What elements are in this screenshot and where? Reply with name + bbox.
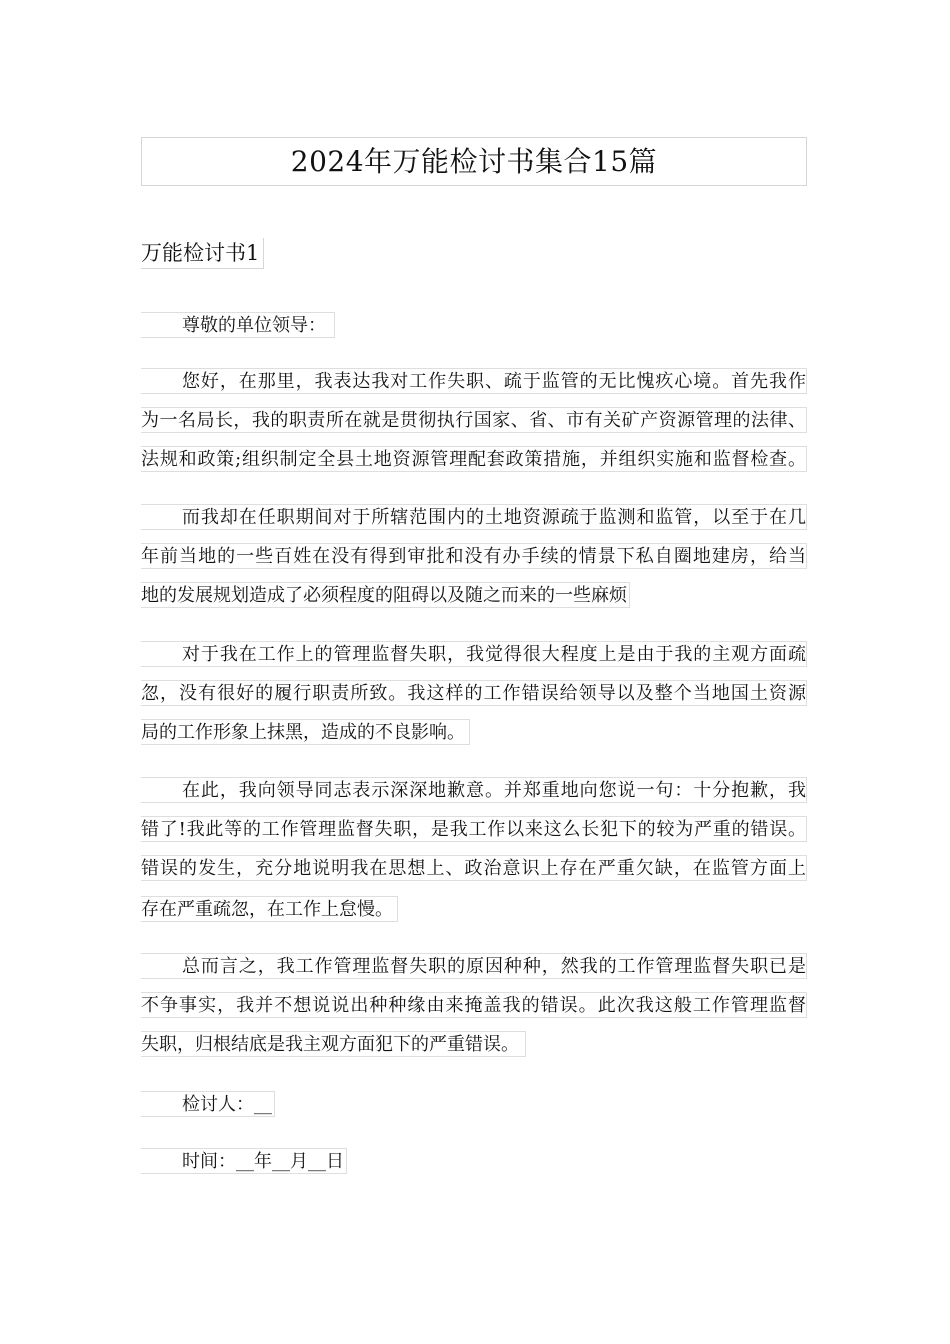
paragraph-3-line-3: 局的工作形象上抹黑，造成的不良影响。 bbox=[141, 719, 470, 745]
signature-line: 检讨人：__ bbox=[141, 1091, 275, 1117]
paragraph-1-line-3: 法规和政策;组织制定全县土地资源管理配套政策措施，并组织实施和监督检查。 bbox=[141, 446, 807, 472]
paragraph-2-line-2: 年前当地的一些百姓在没有得到审批和没有办手续的情景下私自圈地建房，给当 bbox=[141, 543, 807, 569]
paragraph-1-line-1: 您好，在那里，我表达我对工作失职、疏于监管的无比愧疚心境。首先我作 bbox=[141, 368, 807, 394]
paragraph-5-line-2: 不争事实，我并不想说说出种种缘由来掩盖我的错误。此次我这般工作管理监督 bbox=[141, 992, 807, 1018]
paragraph-5-line-1: 总而言之，我工作管理监督失职的原因种种，然我的工作管理监督失职已是 bbox=[141, 953, 807, 979]
paragraph-4-line-1: 在此，我向领导同志表示深深地歉意。并郑重地向您说一句：十分抱歉，我 bbox=[141, 777, 807, 803]
section-heading: 万能检讨书1 bbox=[141, 238, 264, 269]
paragraph-2-line-3: 地的发展规划造成了必须程度的阻碍以及随之而来的一些麻烦 bbox=[141, 582, 630, 608]
paragraph-3-line-1: 对于我在工作上的管理监督失职，我觉得很大程度上是由于我的主观方面疏 bbox=[141, 641, 807, 667]
document-title: 2024年万能检讨书集合15篇 bbox=[141, 137, 807, 186]
paragraph-2-line-1: 而我却在任职期间对于所辖范围内的土地资源疏于监测和监管，以至于在几 bbox=[141, 504, 807, 530]
paragraph-4-line-2: 错了!我此等的工作管理监督失职，是我工作以来这么长犯下的较为严重的错误。 bbox=[141, 816, 807, 842]
salutation: 尊敬的单位领导： bbox=[141, 312, 335, 338]
paragraph-5-line-3: 失职，归根结底是我主观方面犯下的严重错误。 bbox=[141, 1031, 526, 1057]
paragraph-1-line-2: 为一名局长，我的职责所在就是贯彻执行国家、省、市有关矿产资源管理的法律、 bbox=[141, 407, 807, 433]
paragraph-4-line-3: 错误的发生，充分地说明我在思想上、政治意识上存在严重欠缺，在监管方面上 bbox=[141, 855, 807, 881]
date-line: 时间：__年__月__日 bbox=[141, 1148, 347, 1174]
paragraph-3-line-2: 忽，没有很好的履行职责所致。我这样的工作错误给领导以及整个当地国土资源 bbox=[141, 680, 807, 706]
paragraph-4-line-4: 存在严重疏忽，在工作上怠慢。 bbox=[141, 896, 398, 922]
